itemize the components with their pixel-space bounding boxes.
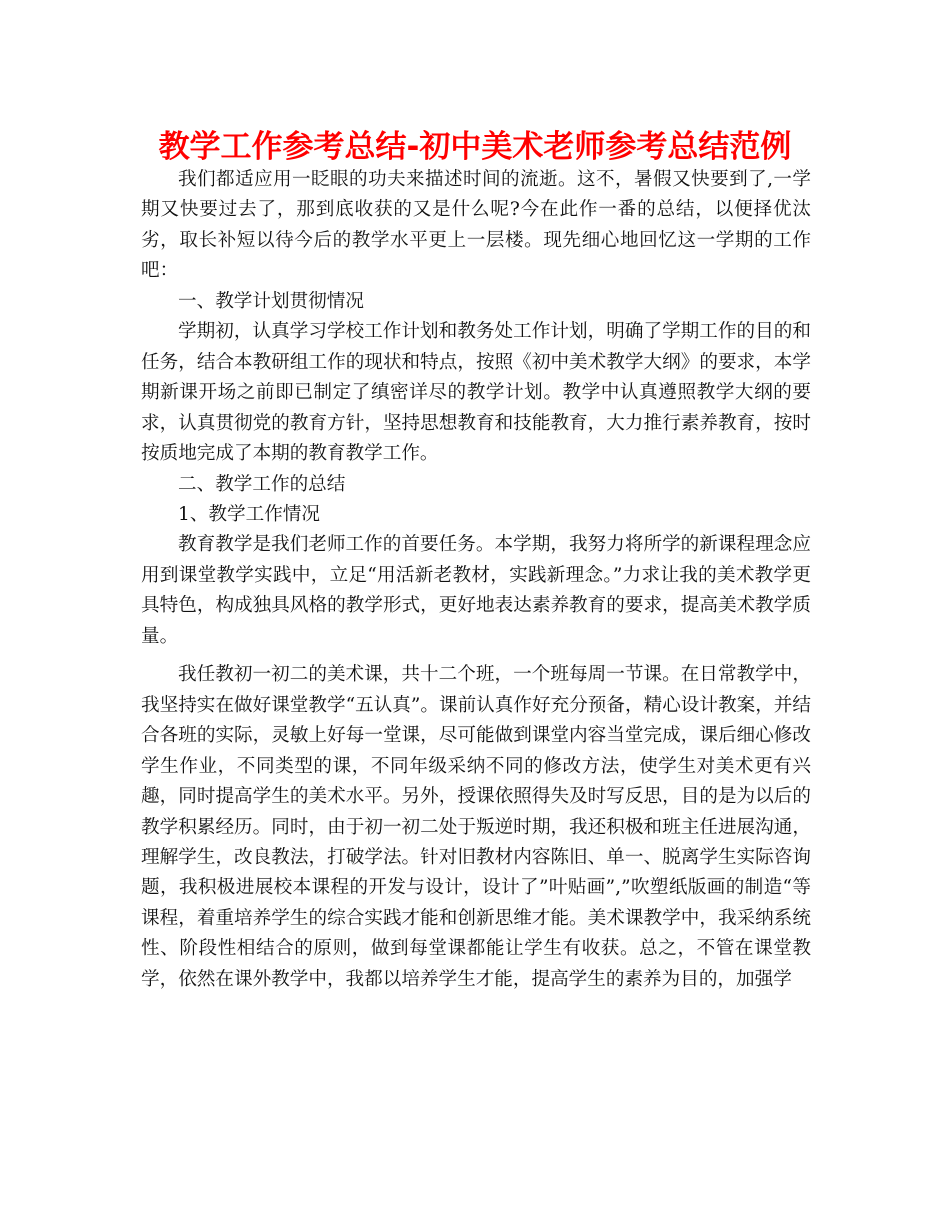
document-title: 教学工作参考总结-初中美术老师参考总结范例 bbox=[158, 129, 792, 165]
section-heading-plan: 一、教学计划贯彻情况 bbox=[178, 290, 364, 312]
document-body bbox=[141, 165, 811, 995]
paragraph-teaching-detail: 我任教初一初二的美术课，共十二个班，一个班每周一节课。在日常教学中，我坚持实在做好课堂教学“五认真”。课前认真作好充分预备，精心设计教案，并结合各班的实际，灵敏上好每一堂课，尽可能做到课堂内容当堂完成，课后细心修改学生作业，不同类型的课，不同年级采纳不同的修改方法，使学生对美术更有兴趣，同时提高学生的美术水平。另外，授课依照得失及时写反思，目的是为以后的教学积累经历。同时，由于初一初二处于叛逆时期，我还积极和班主任进展沟通，理解学生，改良教法，打破学法。针对旧教材内容陈旧、单一、脱离学生实际咨询题，我积极进展校本课程的开发与设计，设计了”叶贴画”,”吹塑纸版画的制造“等课程，着重培养学生的综合实践才能和创新思维才能。美术课教学中，我采纳系统性、阶段性相结合的原则，做到每堂课都能让学生有收获。总之，不管在课堂教学，依然在课外教学中，我都以培养学生才能，提高学生的素养为目的，加强学 bbox=[141, 664, 811, 990]
paragraph-intro: 我们都适应用一眨眼的功夫来描述时间的流逝。这不，暑假又快要到了,一学期又快要过去了，那到底收获的又是什么呢?今在此作一番的总结，以便择优汰劣，取长补短以待今后的教学水平更上一层楼。现先细心地回忆这一学期的工作吧： bbox=[141, 169, 811, 282]
section-heading-summary: 二、教学工作的总结 bbox=[178, 473, 346, 495]
paragraph-teaching-goal: 教育教学是我们老师工作的首要任务。本学期，我努力将所学的新课程理念应用到课堂教学实践中，立足“用活新老教材，实践新理念。”力求让我的美术教学更具特色，构成独具风格的教学形式，更好地表达素养教育的要求，提高美术教学质量。 bbox=[141, 534, 811, 647]
subsection-heading-teaching: 1、教学工作情况 bbox=[178, 503, 320, 525]
paragraph-plan: 学期初，认真学习学校工作计划和教务处工作计划，明确了学期工作的目的和任务，结合本教研组工作的现状和特点，按照《初中美术教学大纲》的要求，本学期新课开场之前即已制定了缜密详尽的教学计划。教学中认真遵照教学大纲的要求，认真贯彻党的教育方针，坚持思想教育和技能教育，大力推行素养教育，按时按质地完成了本期的教育教学工作。 bbox=[141, 321, 811, 465]
